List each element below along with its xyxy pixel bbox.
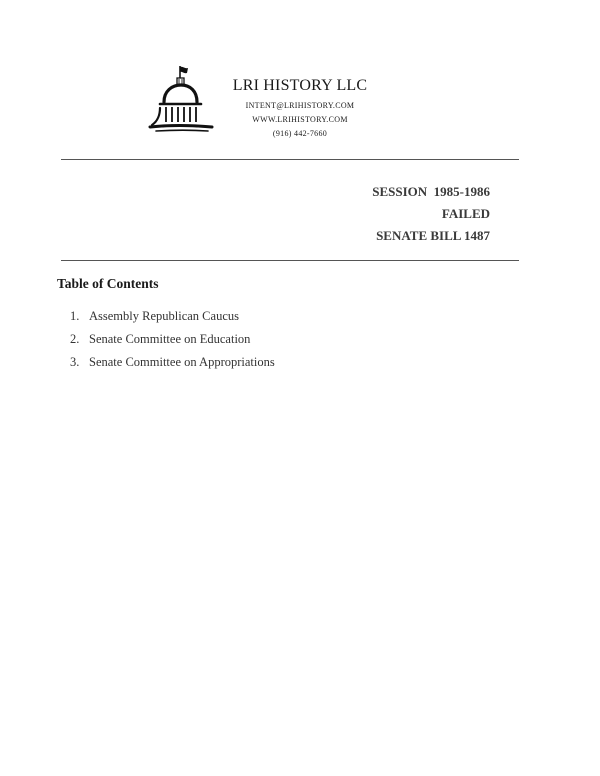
company-email: INTENT@LRIHISTORY.COM	[245, 101, 355, 110]
company-name: LRI HISTORY LLC	[232, 77, 368, 94]
session-label: SESSION 1985-1986	[372, 184, 490, 199]
toc-item-label[interactable]: Assembly Republican Caucus	[89, 309, 239, 323]
bill-number: SENATE BILL 1487	[376, 228, 490, 243]
toc-item-number: 3.	[70, 355, 80, 369]
toc-item[interactable]	[70, 328, 275, 351]
toc-item[interactable]	[70, 305, 275, 328]
bill-divider	[61, 260, 519, 261]
status-label: FAILED	[441, 206, 490, 221]
toc-item-number: 2.	[70, 332, 80, 346]
company-website: WWW.LRIHISTORY.COM	[252, 115, 348, 124]
toc-item-number: 1.	[70, 309, 80, 323]
toc-title: Table of Contents	[57, 276, 159, 291]
capitol-dome-icon	[146, 64, 216, 138]
bill-info	[372, 181, 490, 247]
company-phone: (916) 442-7660	[272, 129, 328, 138]
header-divider	[61, 159, 519, 160]
toc-item-label[interactable]: Senate Committee on Appropriations	[89, 355, 275, 369]
company-header	[230, 76, 370, 141]
toc-list	[70, 305, 275, 374]
toc-item-label[interactable]: Senate Committee on Education	[89, 332, 251, 346]
toc-item[interactable]	[70, 351, 275, 374]
